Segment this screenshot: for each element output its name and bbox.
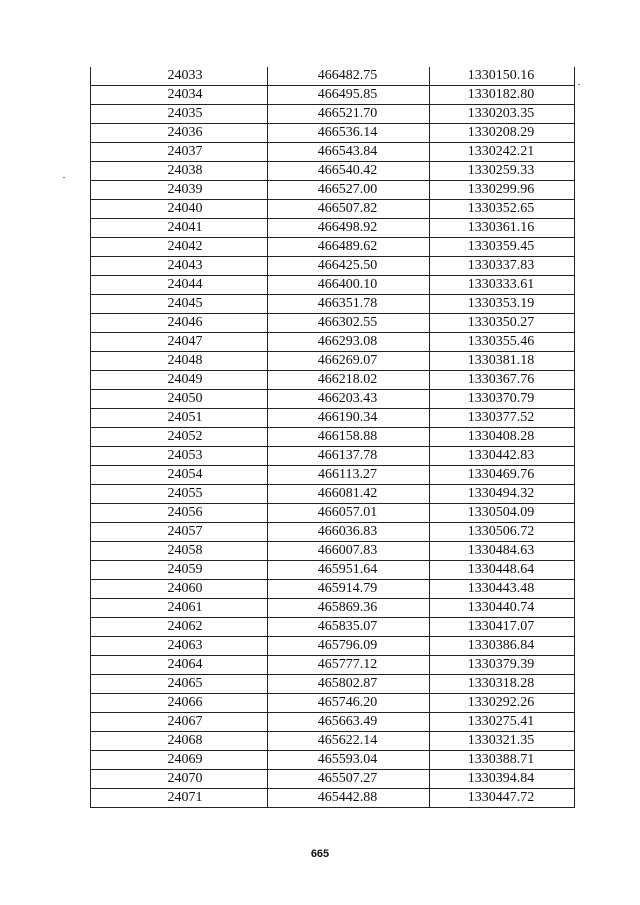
y-coordinate-cell: 1330275.41 — [430, 713, 575, 732]
point-number-cell: 24042 — [91, 238, 268, 257]
x-coordinate-cell: 466540.42 — [268, 162, 430, 181]
table-row — [91, 675, 575, 694]
point-number-cell: 24034 — [91, 86, 268, 105]
point-number-cell: 24056 — [91, 504, 268, 523]
point-number-cell: 24071 — [91, 789, 268, 808]
point-number-cell: 24052 — [91, 428, 268, 447]
y-coordinate-cell: 1330318.28 — [430, 675, 575, 694]
point-number-cell: 24055 — [91, 485, 268, 504]
y-coordinate-cell: 1330352.65 — [430, 200, 575, 219]
x-coordinate-cell: 465663.49 — [268, 713, 430, 732]
point-number-cell: 24043 — [91, 257, 268, 276]
point-number-cell: 24065 — [91, 675, 268, 694]
point-number-cell: 24066 — [91, 694, 268, 713]
x-coordinate-cell: 466536.14 — [268, 124, 430, 143]
table-row — [91, 67, 575, 86]
y-coordinate-cell: 1330292.26 — [430, 694, 575, 713]
table-row — [91, 751, 575, 770]
x-coordinate-cell: 466498.92 — [268, 219, 430, 238]
table-row — [91, 637, 575, 656]
point-number-cell: 24064 — [91, 656, 268, 675]
x-coordinate-cell: 465914.79 — [268, 580, 430, 599]
y-coordinate-cell: 1330506.72 — [430, 523, 575, 542]
table-row — [91, 770, 575, 789]
x-coordinate-cell: 465951.64 — [268, 561, 430, 580]
point-number-cell: 24057 — [91, 523, 268, 542]
table-row — [91, 371, 575, 390]
x-coordinate-cell: 466302.55 — [268, 314, 430, 333]
point-number-cell: 24041 — [91, 219, 268, 238]
y-coordinate-cell: 1330259.33 — [430, 162, 575, 181]
table-row — [91, 333, 575, 352]
table-row — [91, 86, 575, 105]
table-row — [91, 314, 575, 333]
point-number-cell: 24033 — [91, 67, 268, 86]
x-coordinate-cell: 466351.78 — [268, 295, 430, 314]
x-coordinate-cell: 465802.87 — [268, 675, 430, 694]
y-coordinate-cell: 1330381.18 — [430, 352, 575, 371]
coordinate-table-body — [91, 67, 575, 808]
table-row — [91, 504, 575, 523]
x-coordinate-cell: 465746.20 — [268, 694, 430, 713]
point-number-cell: 24069 — [91, 751, 268, 770]
y-coordinate-cell: 1330504.09 — [430, 504, 575, 523]
table-row — [91, 409, 575, 428]
y-coordinate-cell: 1330182.80 — [430, 86, 575, 105]
y-coordinate-cell: 1330388.71 — [430, 751, 575, 770]
table-row — [91, 219, 575, 238]
y-coordinate-cell: 1330442.83 — [430, 447, 575, 466]
x-coordinate-cell: 465835.07 — [268, 618, 430, 637]
point-number-cell: 24062 — [91, 618, 268, 637]
x-coordinate-cell: 466495.85 — [268, 86, 430, 105]
table-row — [91, 789, 575, 808]
point-number-cell: 24036 — [91, 124, 268, 143]
table-row — [91, 352, 575, 371]
table-row — [91, 257, 575, 276]
table-row — [91, 561, 575, 580]
page-number: 665 — [310, 848, 330, 860]
y-coordinate-cell: 1330484.63 — [430, 542, 575, 561]
point-number-cell: 24044 — [91, 276, 268, 295]
y-coordinate-cell: 1330337.83 — [430, 257, 575, 276]
x-coordinate-cell: 465622.14 — [268, 732, 430, 751]
point-number-cell: 24037 — [91, 143, 268, 162]
point-number-cell: 24051 — [91, 409, 268, 428]
y-coordinate-cell: 1330242.21 — [430, 143, 575, 162]
y-coordinate-cell: 1330377.52 — [430, 409, 575, 428]
y-coordinate-cell: 1330408.28 — [430, 428, 575, 447]
x-coordinate-cell: 465869.36 — [268, 599, 430, 618]
table-row — [91, 656, 575, 675]
x-coordinate-cell: 466081.42 — [268, 485, 430, 504]
point-number-cell: 24046 — [91, 314, 268, 333]
y-coordinate-cell: 1330150.16 — [430, 67, 575, 86]
table-row — [91, 466, 575, 485]
x-coordinate-cell: 466113.27 — [268, 466, 430, 485]
table-row — [91, 276, 575, 295]
y-coordinate-cell: 1330321.35 — [430, 732, 575, 751]
scan-speck — [63, 177, 65, 178]
table-row — [91, 694, 575, 713]
y-coordinate-cell: 1330353.19 — [430, 295, 575, 314]
x-coordinate-cell: 466527.00 — [268, 181, 430, 200]
x-coordinate-cell: 466203.43 — [268, 390, 430, 409]
y-coordinate-cell: 1330386.84 — [430, 637, 575, 656]
y-coordinate-cell: 1330379.39 — [430, 656, 575, 675]
y-coordinate-cell: 1330359.45 — [430, 238, 575, 257]
x-coordinate-cell: 466057.01 — [268, 504, 430, 523]
x-coordinate-cell: 466293.08 — [268, 333, 430, 352]
point-number-cell: 24039 — [91, 181, 268, 200]
point-number-cell: 24045 — [91, 295, 268, 314]
y-coordinate-cell: 1330370.79 — [430, 390, 575, 409]
point-number-cell: 24050 — [91, 390, 268, 409]
x-coordinate-cell: 466269.07 — [268, 352, 430, 371]
x-coordinate-cell: 466543.84 — [268, 143, 430, 162]
point-number-cell: 24035 — [91, 105, 268, 124]
x-coordinate-cell: 465442.88 — [268, 789, 430, 808]
y-coordinate-cell: 1330203.35 — [430, 105, 575, 124]
table-row — [91, 713, 575, 732]
point-number-cell: 24070 — [91, 770, 268, 789]
x-coordinate-cell: 465796.09 — [268, 637, 430, 656]
point-number-cell: 24049 — [91, 371, 268, 390]
table-row — [91, 732, 575, 751]
x-coordinate-cell: 466425.50 — [268, 257, 430, 276]
y-coordinate-cell: 1330367.76 — [430, 371, 575, 390]
x-coordinate-cell: 466218.02 — [268, 371, 430, 390]
y-coordinate-cell: 1330350.27 — [430, 314, 575, 333]
y-coordinate-cell: 1330355.46 — [430, 333, 575, 352]
table-row — [91, 200, 575, 219]
table-row — [91, 162, 575, 181]
y-coordinate-cell: 1330361.16 — [430, 219, 575, 238]
table-row — [91, 295, 575, 314]
point-number-cell: 24060 — [91, 580, 268, 599]
point-number-cell: 24053 — [91, 447, 268, 466]
table-row — [91, 238, 575, 257]
x-coordinate-cell: 465507.27 — [268, 770, 430, 789]
scan-speck — [578, 84, 580, 85]
table-row — [91, 523, 575, 542]
y-coordinate-cell: 1330208.29 — [430, 124, 575, 143]
x-coordinate-cell: 466507.82 — [268, 200, 430, 219]
x-coordinate-cell: 466137.78 — [268, 447, 430, 466]
y-coordinate-cell: 1330448.64 — [430, 561, 575, 580]
table-row — [91, 447, 575, 466]
x-coordinate-cell: 466158.88 — [268, 428, 430, 447]
table-row — [91, 124, 575, 143]
y-coordinate-cell: 1330417.07 — [430, 618, 575, 637]
coordinate-table — [90, 67, 575, 808]
point-number-cell: 24058 — [91, 542, 268, 561]
table-row — [91, 181, 575, 200]
point-number-cell: 24047 — [91, 333, 268, 352]
table-row — [91, 428, 575, 447]
x-coordinate-cell: 466007.83 — [268, 542, 430, 561]
table-row — [91, 599, 575, 618]
y-coordinate-cell: 1330440.74 — [430, 599, 575, 618]
table-row — [91, 542, 575, 561]
y-coordinate-cell: 1330394.84 — [430, 770, 575, 789]
y-coordinate-cell: 1330443.48 — [430, 580, 575, 599]
point-number-cell: 24068 — [91, 732, 268, 751]
point-number-cell: 24063 — [91, 637, 268, 656]
x-coordinate-cell: 466482.75 — [268, 67, 430, 86]
table-row — [91, 390, 575, 409]
point-number-cell: 24061 — [91, 599, 268, 618]
y-coordinate-cell: 1330333.61 — [430, 276, 575, 295]
table-row — [91, 618, 575, 637]
x-coordinate-cell: 466400.10 — [268, 276, 430, 295]
point-number-cell: 24040 — [91, 200, 268, 219]
y-coordinate-cell: 1330447.72 — [430, 789, 575, 808]
point-number-cell: 24038 — [91, 162, 268, 181]
x-coordinate-cell: 466521.70 — [268, 105, 430, 124]
x-coordinate-cell: 466489.62 — [268, 238, 430, 257]
table-row — [91, 485, 575, 504]
table-row — [91, 580, 575, 599]
y-coordinate-cell: 1330469.76 — [430, 466, 575, 485]
x-coordinate-cell: 466036.83 — [268, 523, 430, 542]
x-coordinate-cell: 465593.04 — [268, 751, 430, 770]
table-row — [91, 143, 575, 162]
x-coordinate-cell: 465777.12 — [268, 656, 430, 675]
y-coordinate-cell: 1330494.32 — [430, 485, 575, 504]
x-coordinate-cell: 466190.34 — [268, 409, 430, 428]
point-number-cell: 24054 — [91, 466, 268, 485]
point-number-cell: 24067 — [91, 713, 268, 732]
table-row — [91, 105, 575, 124]
point-number-cell: 24048 — [91, 352, 268, 371]
y-coordinate-cell: 1330299.96 — [430, 181, 575, 200]
point-number-cell: 24059 — [91, 561, 268, 580]
